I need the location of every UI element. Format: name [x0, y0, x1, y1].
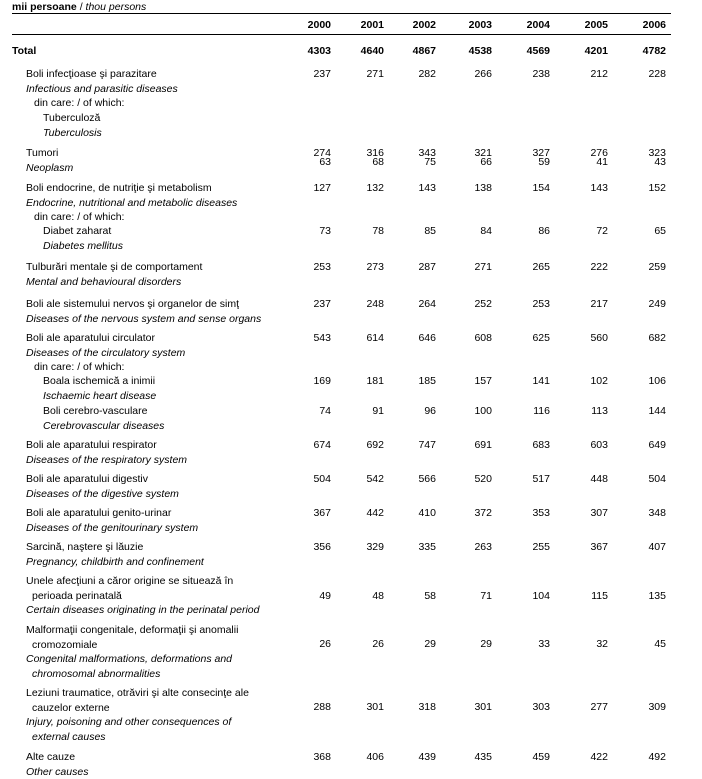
- table-cell: 115: [591, 590, 608, 602]
- year-header: 2002: [412, 19, 436, 31]
- table-cell: 264: [418, 298, 436, 310]
- table-cell: 185: [418, 375, 436, 387]
- table-cell: 406: [366, 751, 384, 763]
- table-cell: 143: [418, 182, 436, 194]
- table-cell: 100: [474, 405, 492, 417]
- table-cell: 248: [366, 298, 384, 310]
- row-label-line: Certain diseases originating in the perinatal period: [26, 604, 260, 616]
- table-cell: 407: [648, 541, 666, 553]
- row-label-line: external causes: [32, 730, 106, 743]
- table-cell: 152: [648, 182, 666, 194]
- table-cell: 102: [590, 375, 608, 387]
- table-cell: 356: [313, 541, 331, 553]
- table-cell: 48: [372, 590, 384, 602]
- table-cell: 237: [313, 298, 331, 310]
- table-cell: 266: [474, 68, 492, 80]
- table-cell: 542: [366, 473, 384, 485]
- row-label-line: Injury, poisoning and other consequences of: [26, 716, 232, 728]
- table-cell: 323: [648, 147, 666, 159]
- row-label-line: Unele afecţiuni a căror origine se situează în: [26, 575, 234, 587]
- row-label-line: Boli ale aparatului circulator: [26, 332, 155, 344]
- table-cell: 237: [313, 68, 331, 80]
- table-cell: 78: [372, 225, 384, 237]
- row-label-line: Diseases of the digestive system: [26, 487, 179, 500]
- table-cell: 335: [418, 541, 436, 553]
- table-cell: 353: [532, 507, 550, 519]
- row-label-line: Diseases of the nervous system and sense organs: [26, 312, 262, 325]
- table-cell: 29: [424, 638, 436, 650]
- table-cell: 29: [480, 638, 492, 650]
- unit-en: thou persons: [85, 1, 147, 13]
- table-cell: 691: [474, 439, 492, 451]
- table-cell: 301: [474, 701, 492, 713]
- table-cell: 307: [590, 507, 608, 519]
- table-cell: 448: [590, 473, 608, 485]
- table-cell: 287: [418, 261, 436, 273]
- table-cell: 49: [319, 590, 331, 602]
- table-cell: 59: [538, 156, 550, 168]
- table-cell: 271: [366, 68, 384, 80]
- table-cell: 276: [590, 147, 608, 159]
- row-label-line: Boala ischemică a inimii: [43, 375, 156, 387]
- table-cell: 138: [474, 182, 492, 194]
- year-header: 2000: [307, 19, 331, 31]
- row-label-line: Neoplasm: [26, 161, 74, 174]
- table-cell: 329: [366, 541, 384, 553]
- row-label-line: Sarcină, naştere şi lăuzie: [26, 541, 144, 553]
- row-label-line: Tulburări mentale şi de comportament: [26, 261, 203, 273]
- table-cell: 66: [480, 156, 492, 168]
- table-cell: 141: [532, 375, 550, 387]
- row-label-line: din care: / of which:: [34, 211, 125, 223]
- row-label-line: din care: / of which:: [34, 97, 125, 109]
- table-cell: 157: [474, 375, 492, 387]
- row-label-line: chromosomal abnormalities: [32, 667, 161, 680]
- row-label-line: Malformaţii congenitale, deformaţii şi anomalii: [26, 624, 239, 636]
- table-cell: 692: [366, 439, 384, 451]
- row-label-line: Congenital malformations, deformations and: [26, 653, 233, 665]
- table-cell: 73: [319, 225, 331, 237]
- table-cell: 41: [596, 156, 608, 168]
- table-cell: 263: [474, 541, 492, 553]
- table-cell: 277: [590, 701, 608, 713]
- table-cell: 271: [474, 261, 492, 273]
- table-cell: 301: [366, 701, 384, 713]
- table-cell: 614: [366, 332, 384, 344]
- table-cell: 144: [648, 405, 666, 417]
- table-cell: 410: [418, 507, 436, 519]
- table-cell: 273: [366, 261, 384, 273]
- table-cell: 96: [424, 405, 436, 417]
- table-cell: 309: [648, 701, 666, 713]
- row-label-line: Tuberculoză: [43, 112, 101, 124]
- table-cell: 4201: [584, 45, 608, 57]
- table-cell: 646: [418, 332, 436, 344]
- table-cell: 154: [532, 182, 550, 194]
- table-cell: 33: [538, 638, 550, 650]
- table-cell: 252: [474, 298, 492, 310]
- table-cell: 65: [654, 225, 666, 237]
- table-cell: 343: [418, 147, 436, 159]
- row-label-line: Tuberculosis: [43, 126, 102, 139]
- row-label-line: Pregnancy, childbirth and confinement: [26, 555, 204, 568]
- row-label-line: din care: / of which:: [34, 361, 125, 373]
- table-cell: 58: [424, 590, 436, 602]
- table-cell: 492: [648, 751, 666, 763]
- table-cell: 282: [418, 68, 436, 80]
- row-label-line: Diabetes mellitus: [43, 239, 123, 252]
- row-label-line: Other causes: [26, 765, 89, 778]
- table-cell: 303: [532, 701, 550, 713]
- table-cell: 104: [532, 590, 550, 602]
- table-cell: 504: [313, 473, 331, 485]
- table-cell: 520: [474, 473, 492, 485]
- table-cell: 169: [313, 375, 331, 387]
- table-cell: 372: [474, 507, 492, 519]
- table-cell: 72: [596, 225, 608, 237]
- table-cell: 504: [648, 473, 666, 485]
- table-cell: 4303: [307, 45, 331, 57]
- table-cell: 321: [474, 147, 492, 159]
- table-cell: 116: [533, 405, 550, 417]
- table-cell: 265: [532, 261, 550, 273]
- table-cell: 84: [480, 225, 492, 237]
- table-cell: 318: [418, 701, 436, 713]
- table-cell: 683: [532, 439, 550, 451]
- table-cell: 327: [532, 147, 550, 159]
- year-header: 2004: [526, 19, 550, 31]
- table-cell: 517: [532, 473, 550, 485]
- table-cell: 143: [590, 182, 608, 194]
- table-cell: 368: [313, 751, 331, 763]
- row-label-line: Diseases of the respiratory system: [26, 453, 188, 466]
- table-cell: 259: [648, 261, 666, 273]
- row-label-line: Boli ale sistemului nervos şi organelor de simţ: [26, 298, 240, 310]
- table-cell: 274: [313, 147, 331, 159]
- table-cell: 26: [372, 638, 384, 650]
- row-label-line: Diseases of the circulatory system: [26, 346, 186, 359]
- table-cell: 132: [366, 182, 384, 194]
- table-cell: 91: [372, 405, 384, 417]
- table-cell: 649: [648, 439, 666, 451]
- table-cell: 682: [648, 332, 666, 344]
- row-label-line: Diseases of the genitourinary system: [26, 521, 199, 534]
- unit-separator: /: [76, 1, 86, 13]
- row-label-line: Boli infecţioase şi parazitare: [26, 68, 157, 80]
- table-cell: 566: [418, 473, 436, 485]
- table-cell: 127: [313, 182, 331, 194]
- table-cell: 212: [590, 68, 608, 80]
- row-label-line: Boli ale aparatului respirator: [26, 439, 157, 451]
- unit-ro: mii persoane: [12, 1, 77, 13]
- row-label-line: Endocrine, nutritional and metabolic diseases: [26, 196, 238, 209]
- table-cell: 442: [366, 507, 384, 519]
- year-header: 2006: [642, 19, 666, 31]
- table-cell: 106: [648, 375, 666, 387]
- table-cell: 560: [590, 332, 608, 344]
- table-cell: 253: [313, 261, 331, 273]
- table-cell: 86: [538, 225, 550, 237]
- row-label-line: Cerebrovascular diseases: [43, 419, 165, 432]
- table-cell: 249: [648, 298, 666, 310]
- table-cell: 45: [654, 638, 666, 650]
- row-label-line: Ischaemic heart disease: [43, 389, 157, 402]
- table-cell: 135: [648, 590, 666, 602]
- table-cell: 253: [532, 298, 550, 310]
- table-cell: 4569: [526, 45, 550, 57]
- row-label-line: Infectious and parasitic diseases: [26, 82, 178, 95]
- row-label-line: Boli endocrine, de nutriţie şi metabolism: [26, 182, 212, 194]
- year-header: 2001: [360, 19, 384, 31]
- row-label-line: Leziuni traumatice, otrăviri şi alte consecinţe ale: [26, 687, 249, 699]
- table-cell: 68: [372, 156, 384, 168]
- table-cell: 217: [590, 298, 608, 310]
- table-cell: 74: [319, 405, 331, 417]
- table-cell: 674: [313, 439, 331, 451]
- table-cell: 625: [532, 332, 550, 344]
- row-label-line: Boli ale aparatului genito-urinar: [26, 507, 172, 519]
- row-label-line: Diabet zaharat: [43, 225, 112, 237]
- table-cell: 43: [654, 156, 666, 168]
- table-cell: 435: [474, 751, 492, 763]
- table-cell: 4782: [642, 45, 666, 57]
- table-cell: 85: [424, 225, 436, 237]
- table-cell: 71: [480, 590, 492, 602]
- row-label-line: cauzelor externe: [32, 701, 110, 714]
- table-cell: 255: [532, 541, 550, 553]
- row-label-line: cromozomiale: [32, 638, 98, 651]
- row-label-line: Tumori: [26, 147, 59, 159]
- table-cell: 459: [532, 751, 550, 763]
- table-cell: 603: [590, 439, 608, 451]
- table-cell: 747: [418, 439, 436, 451]
- year-header: 2003: [468, 19, 492, 31]
- table-cell: 26: [319, 638, 331, 650]
- table-cell: 543: [313, 332, 331, 344]
- table-cell: 113: [591, 405, 608, 417]
- row-label-line: Boli cerebro-vasculare: [43, 405, 148, 417]
- table-cell: 367: [313, 507, 331, 519]
- row-label-line: Alte cauze: [26, 751, 76, 763]
- table-cell: 4640: [360, 45, 384, 57]
- table-cell: 238: [532, 68, 550, 80]
- table-cell: 367: [590, 541, 608, 553]
- table-cell: 63: [319, 156, 331, 168]
- row-label-line: Mental and behavioural disorders: [26, 275, 182, 288]
- table-cell: 4867: [412, 45, 436, 57]
- table-cell: 222: [590, 261, 608, 273]
- table-cell: 4538: [468, 45, 492, 57]
- table-cell: 75: [424, 156, 436, 168]
- table-cell: 608: [474, 332, 492, 344]
- table-cell: 181: [366, 375, 384, 387]
- row-label-line: Boli ale aparatului digestiv: [26, 473, 148, 485]
- table-cell: 348: [648, 507, 666, 519]
- row-label-line: perioada perinatală: [32, 589, 122, 602]
- year-header: 2005: [584, 19, 608, 31]
- table-cell: 439: [418, 751, 436, 763]
- row-label-line: Total: [12, 45, 37, 57]
- table-cell: 316: [366, 147, 384, 159]
- table-cell: 422: [590, 751, 608, 763]
- table-cell: 32: [596, 638, 608, 650]
- table-cell: 228: [648, 68, 666, 80]
- table-cell: 288: [313, 701, 331, 713]
